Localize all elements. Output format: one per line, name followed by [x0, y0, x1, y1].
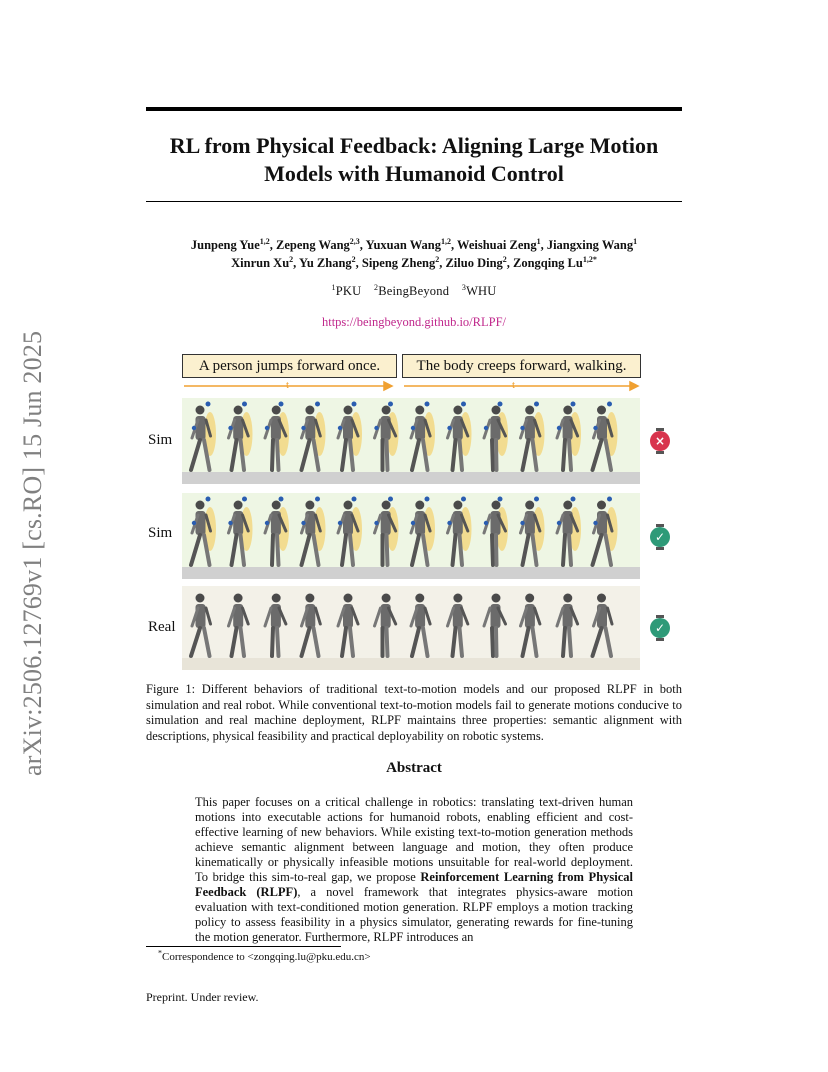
- figure-caption: Figure 1: Different behaviors of traditional text-to-motion models and our proposed RLPF in both simulation and real robot. While conventional text-to-motion models fail to generate motions conducive to simulation and real machine deployment, RLPF maintains three properties: semantic alignment with descriptions, physical feasibility and practical deployability on robotic systems.: [146, 682, 682, 743]
- time-label-right: t: [512, 379, 516, 391]
- author-affiliation-mark: 2: [435, 254, 440, 264]
- humanoid-frame: [229, 594, 249, 657]
- affiliation-name: WHU: [466, 284, 497, 298]
- row-label-sim-baseline: Sim: [148, 432, 173, 448]
- humanoid-frame: [191, 594, 211, 657]
- author-name: Zongqing Lu: [513, 256, 583, 270]
- humanoid-frame: [557, 402, 581, 471]
- humanoid-frame: [557, 497, 581, 566]
- humanoid-frame: [557, 594, 578, 657]
- footnote-rule: [146, 946, 341, 947]
- correspondence-footnote: [158, 948, 371, 963]
- sim-rlpf-sequence: [182, 493, 640, 579]
- prompt-box-jump: A person jumps forward once.: [182, 354, 397, 378]
- pass-check-icon: ✓: [650, 618, 670, 638]
- author-list: [146, 236, 682, 272]
- humanoid-frame: [338, 594, 358, 657]
- title-line-2: Models with Humanoid Control: [264, 161, 564, 186]
- title-line-1: RL from Physical Feedback: Aligning Large Motion: [169, 133, 659, 158]
- arxiv-identifier: arXiv:2506.12769v1 [cs.RO] 15 Jun 2025: [18, 330, 47, 776]
- humanoid-frame: [375, 594, 396, 657]
- row-label-sim-rlpf: Sim: [148, 525, 173, 541]
- author-affiliation-mark: 1: [536, 236, 541, 246]
- humanoid-frame: [520, 402, 544, 471]
- author-name: Sipeng Zheng: [361, 256, 436, 270]
- humanoid-frame: [411, 497, 435, 566]
- humanoid-frame: [265, 402, 289, 471]
- title-top-rule: [146, 107, 682, 111]
- paper-title: [146, 132, 682, 188]
- humanoid-frame: [228, 402, 252, 471]
- real-robot-frames: [182, 586, 640, 670]
- humanoid-frame: [338, 497, 362, 566]
- affiliation-name: BeingBeyond: [378, 284, 450, 298]
- affiliation-number: 2: [374, 282, 379, 292]
- humanoid-frame: [374, 497, 398, 566]
- author-affiliation-mark: 1,2*: [582, 254, 597, 264]
- author-line-2: Xinrun Xu$^2$, Yu Zhang$^2$, Sipeng Zheng$^2$, Ziluo Ding$^2$, Zongqing $Lu^{1,2*}$: [231, 254, 597, 270]
- humanoid-frame: [484, 594, 506, 657]
- sim-baseline-frames: [182, 398, 640, 484]
- sim-rlpf-frames: [182, 493, 640, 579]
- affiliations: [146, 284, 682, 299]
- author-name: Jiangxing Wang: [546, 238, 634, 252]
- humanoid-frame: [301, 497, 325, 566]
- author-affiliation-mark: 2: [502, 254, 507, 264]
- prompt-box-walk: The body creeps forward, walking.: [402, 354, 641, 378]
- abstract-heading: Abstract: [386, 760, 442, 776]
- footnote-text: Correspondence to <zongqing.lu@pku.edu.cn>: [162, 951, 371, 963]
- sim-baseline-sequence: [182, 398, 640, 484]
- humanoid-frame: [191, 497, 216, 566]
- humanoid-frame: [521, 594, 540, 657]
- humanoid-frame: [448, 594, 468, 657]
- affiliation-name: PKU: [335, 284, 362, 298]
- author-name: Zepeng Wang: [276, 238, 350, 252]
- humanoid-frame: [411, 402, 435, 471]
- pass-check-icon: ✓: [650, 527, 670, 547]
- humanoid-frame: [338, 402, 362, 471]
- author-affiliation-mark: 2: [289, 254, 294, 264]
- author-affiliation-mark: 1,2: [441, 236, 451, 246]
- humanoid-frame: [265, 497, 289, 566]
- author-affiliation-mark: 1,2: [259, 236, 270, 246]
- abstract-method-name: Reinforcement Learning from Physical Feedback (RLPF): [195, 870, 634, 899]
- author-name: Ziluo Ding: [445, 256, 503, 270]
- humanoid-frame: [447, 497, 471, 566]
- real-robot-sequence: [182, 586, 640, 670]
- humanoid-frame: [301, 402, 325, 471]
- author-name: Xinrun Xu: [231, 256, 290, 270]
- author-name: Yuxuan Wang: [365, 238, 441, 252]
- humanoid-frame: [447, 402, 471, 471]
- humanoid-frame: [484, 497, 508, 566]
- timeline-arrows: [182, 378, 640, 396]
- affiliation-number: 1: [331, 282, 336, 292]
- abstract-text: [195, 795, 633, 945]
- author-name: Yu Zhang: [298, 256, 352, 270]
- author-name: Weishuai Zeng: [457, 238, 537, 252]
- time-label-left: t: [286, 379, 290, 391]
- humanoid-frame: [484, 402, 508, 471]
- author-affiliation-mark: 2: [351, 254, 356, 264]
- humanoid-frame: [593, 402, 618, 471]
- row-label-real-rlpf: Real: [148, 619, 176, 635]
- humanoid-frame: [593, 497, 618, 566]
- abstract-text-part-1: This paper focuses on a critical challenge in robotics: translating text-driven human motions into executable actions for humanoid robots, enabling efficient and cost-effective learning of new behaviors. While existing text-to-motion generation methods achieve semantic alignment between language and motion, they often produce kinematically or physically infeasible motions unsuitable for real-world deployment. To bridge this sim-to-real gap, we propose: [195, 795, 633, 884]
- footnote-mark: *: [158, 948, 162, 958]
- abstract-text-part-2: , a novel framework that integrates physics-aware motion evaluation with text-conditioned motion generation. RLPF employs a motion tracking policy to assess feasibility in a physics simulator, generating rewards for fine-tuning the motion generator. Furthermore, RLPF introduces an: [195, 885, 633, 944]
- humanoid-frame: [374, 402, 398, 471]
- humanoid-frame: [302, 594, 321, 657]
- humanoid-frame: [411, 594, 430, 657]
- humanoid-frame: [265, 594, 286, 657]
- author-line-1: Junpeng Yue$^{1,2}$, Zepeng Wang$^{2,3}$, Yuxuan Wang$^{1,2}$, Weishuai Zeng$^1$, Jiangxing Wang$^1$: [190, 236, 638, 252]
- title-bottom-rule: [146, 201, 682, 202]
- project-url-link[interactable]: https://beingbeyond.github.io/RLPF/: [321, 315, 507, 329]
- humanoid-frame: [228, 497, 252, 566]
- humanoid-frame: [593, 594, 613, 657]
- preprint-notice: Preprint. Under review.: [146, 990, 259, 1004]
- humanoid-frame: [191, 402, 216, 471]
- author-affiliation-mark: 2,3: [349, 236, 360, 246]
- affiliation-number: 3: [461, 282, 467, 292]
- fail-x-icon: ×: [650, 431, 670, 451]
- humanoid-frame: [520, 497, 544, 566]
- author-affiliation-mark: 1: [633, 236, 638, 246]
- author-name: Junpeng Yue: [190, 238, 260, 252]
